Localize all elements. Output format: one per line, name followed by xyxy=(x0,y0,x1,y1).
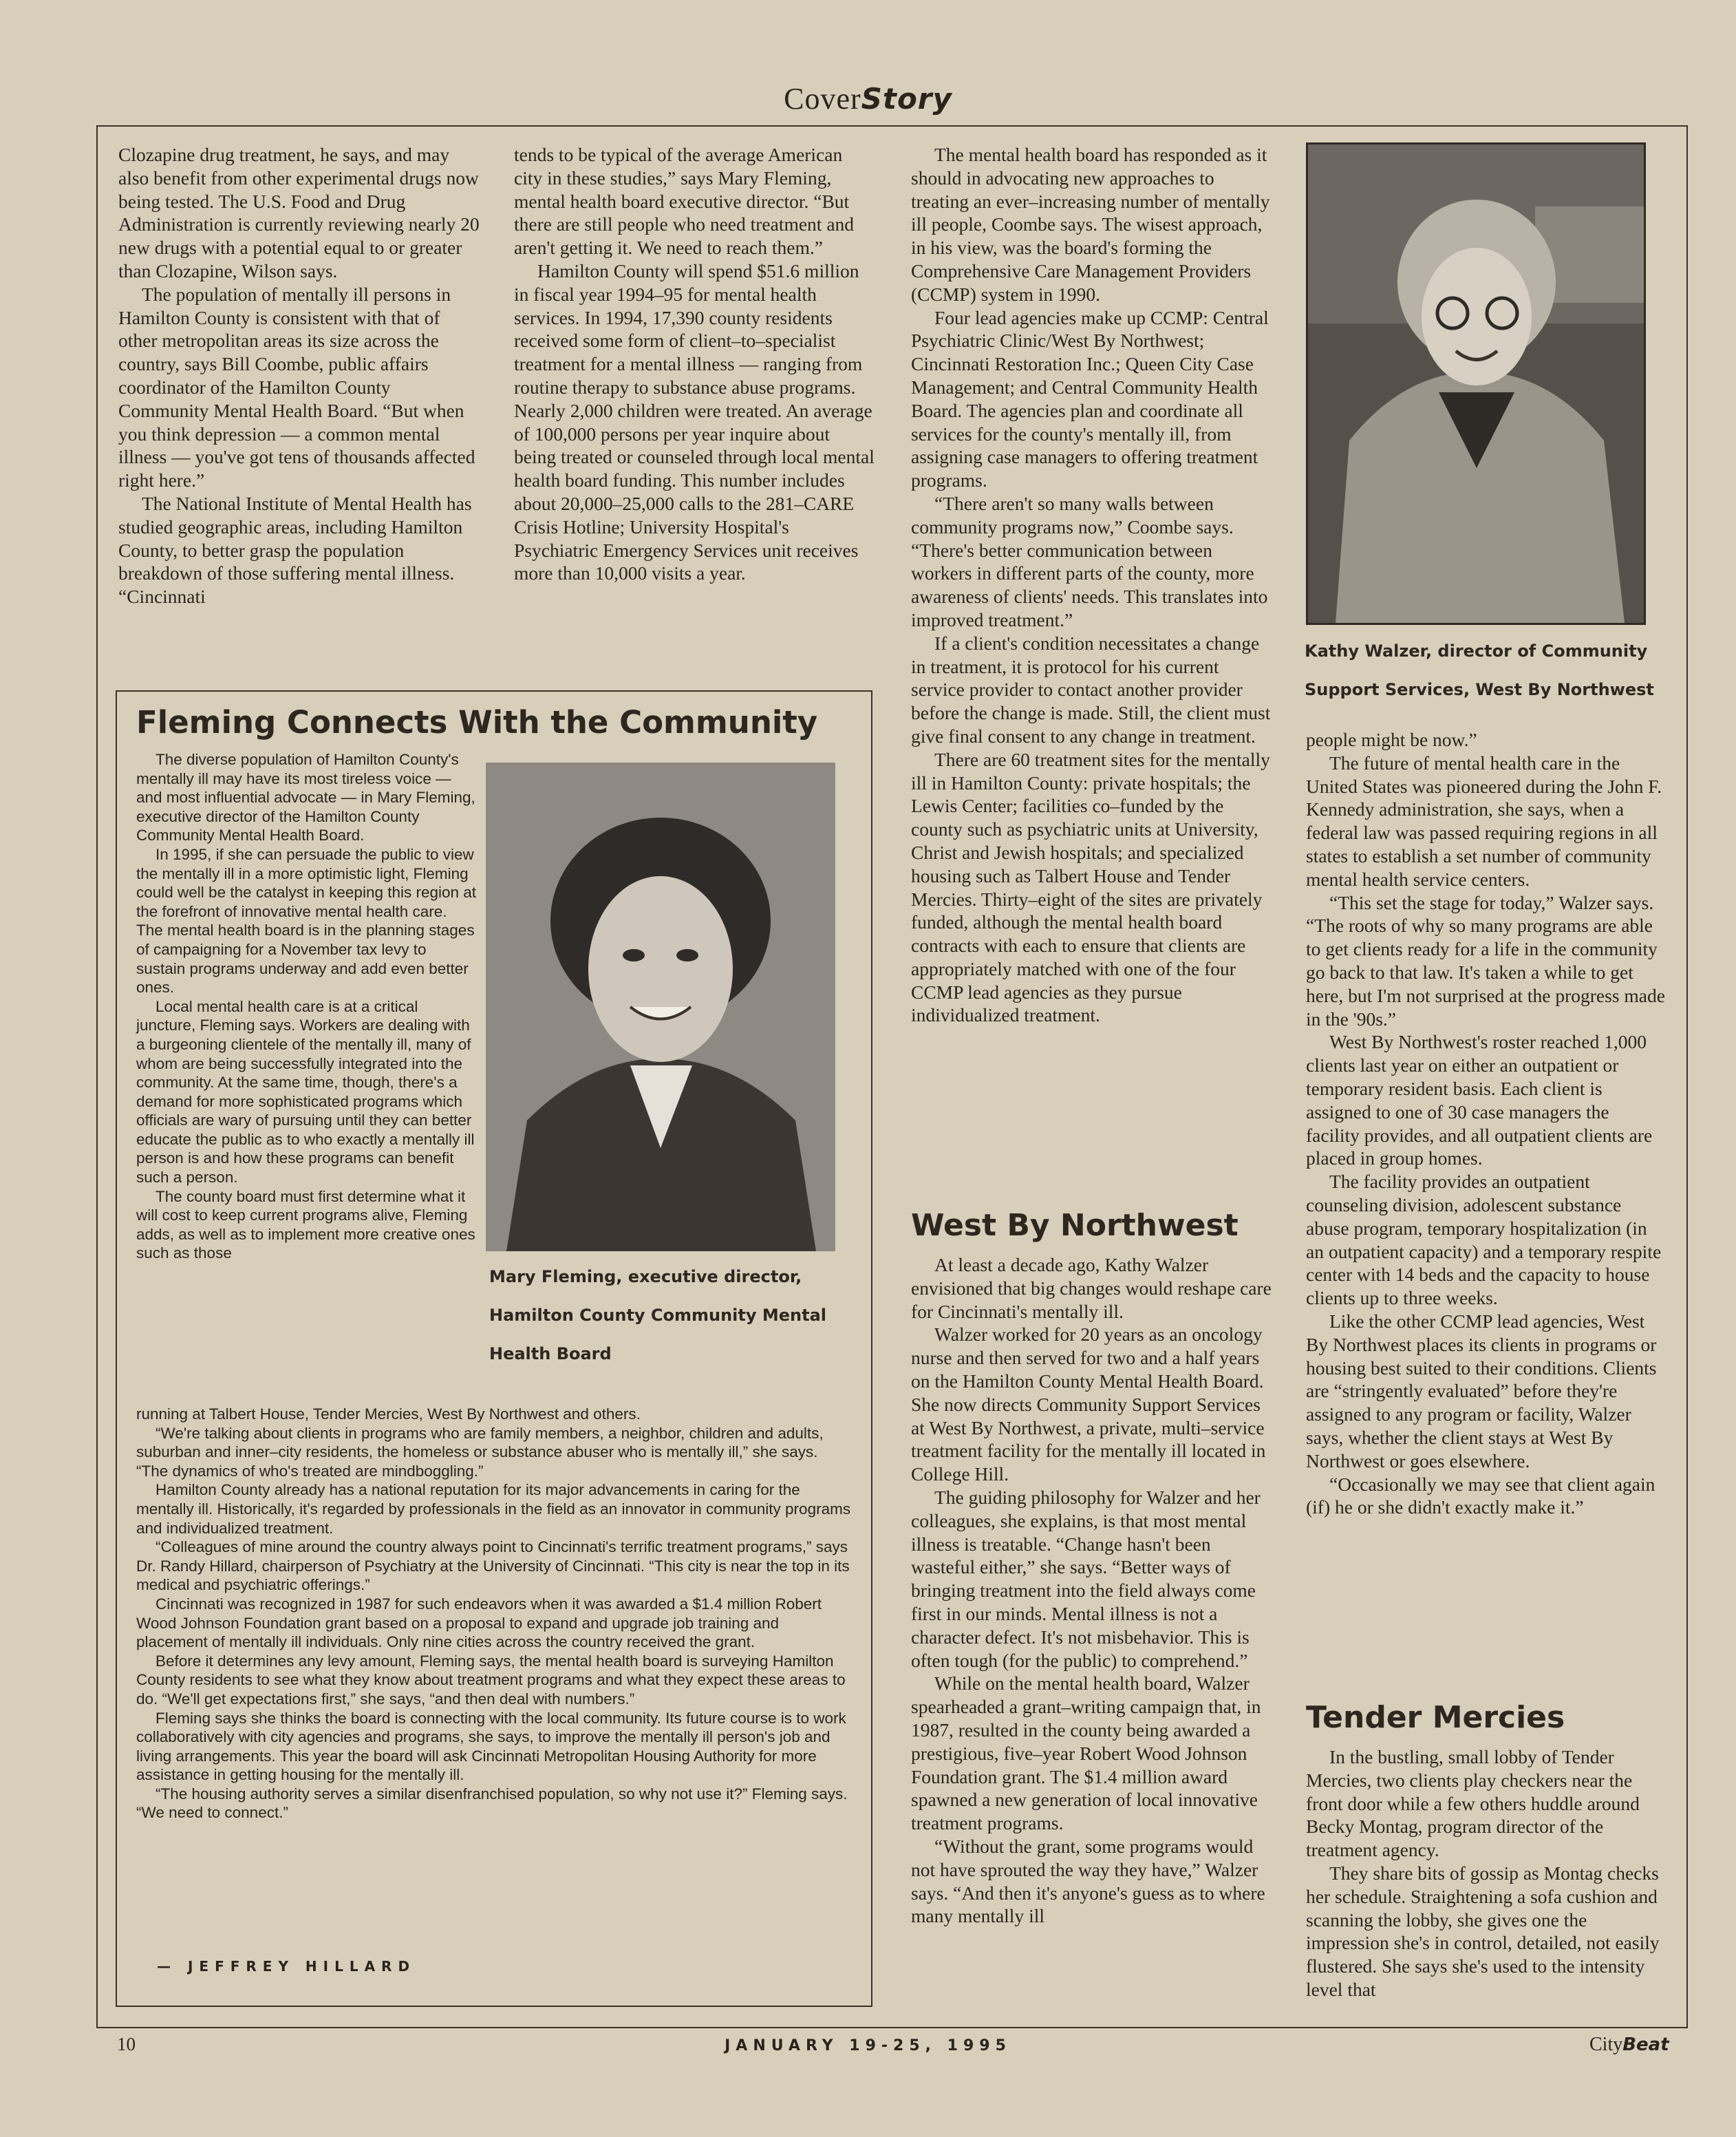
col4-paragraph: “Occasionally we may see that client again (if) he or she didn't exactly make it.” xyxy=(1306,1473,1655,1518)
col1-paragraph: The National Institute of Mental Health has studied geographic areas, including Hamilton County, to better grasp the population breakdown of those suffering mental illness. “Cincinnati xyxy=(118,492,472,608)
col3-paragraph: Four lead agencies make up CCMP: Central Psychiatric Clinic/West By Northwest; Cincinnati Restoration Inc.; Queen City Case Management; and Central Community Health Board. The agencies plan and coordinate all services for the county's mentally ill, from assigning case managers to offering treatment programs. xyxy=(911,306,1269,491)
sidebar-paragraph: Fleming says she thinks the board is connecting with the local community. Its future course is to work collaboratively with city agencies and programs, she says, to improve the mentally ill person's job and living arrangements. This year the board will ask Cincinnati Metropolitan Housing Authority for more assistance in getting housing for the mentally ill. xyxy=(136,1709,846,1784)
sidebar-paragraph: “Colleagues of mine around the country always point to Cincinnati's terrific treatment programs,” says Dr. Randy Hillard, chairperson of Psychiatry at the University of Cincinnati. “This city is near the top in its medical and psychiatric offerings.” xyxy=(136,1538,850,1594)
publication-prefix: City xyxy=(1589,2034,1623,2055)
sidebar-text-narrow xyxy=(136,750,477,1263)
walzer-photo-caption xyxy=(1305,632,1662,709)
sidebar-paragraph: The county board must first determine what it will cost to keep current programs alive, Fleming adds, as well as to implement more creative ones such as those xyxy=(136,1187,475,1262)
publication-name xyxy=(1589,2034,1669,2056)
fleming-caption-line: Hamilton County Community Mental xyxy=(489,1306,827,1325)
subhead-tender-mercies: Tender Mercies xyxy=(1306,1700,1565,1735)
sidebar-paragraph: In 1995, if she can persuade the public to view the mentally ill in a more optimistic light, Fleming could well be the catalyst in keeping this region at the forefront of innovative mental health care. The mental health board is in the planning stages of campaigning for a November tax levy to sustain programs underway and add even better ones. xyxy=(136,845,477,997)
col3-paragraph: If a client's condition necessitates a change in treatment, it is protocol for his current service provider to contact another provider before the change is made. Still, the client must give final consent to any change in treatment. xyxy=(911,632,1271,747)
page-number: 10 xyxy=(117,2034,136,2054)
sidebar-paragraph: Hamilton County already has a national reputation for its major advancements in caring for the mentally ill. Historically, it's regarded by professionals in the field as an innovator in community programs and individualized treatment. xyxy=(136,1481,851,1537)
portrait-illustration xyxy=(1308,145,1644,623)
col2-paragraph: Hamilton County will spend $51.6 million in fiscal year 1994–95 for mental health services. In 1994, 17,390 county residents received some form of client–to–specialist treatment for a mental illness — ranging from routine therapy to substance abuse programs. Nearly 2,000 children were treated. An average of 100,000 persons per year inquire about being treated or counseled through local mental health board funding. This number includes about 20,000–25,000 calls to the 281–CARE Crisis Hotline; University Hospital's Psychiatric Emergency Services unit receives more than 10,000 visits a year. xyxy=(514,259,875,584)
section-header-prefix: Cover xyxy=(784,82,861,116)
sidebar-paragraph: Cincinnati was recognized in 1987 for such endeavors when it was awarded a $1.4 million Robert Wood Johnson Foundation grant based on a proposal to expand and upgrade job training and placement of mentally ill individuals. Only nine cities across the country received the grant. xyxy=(136,1595,822,1651)
col4-paragraph: “This set the stage for today,” Walzer says. “The roots of why so many programs are able to get clients ready for a life in the community go back to that law. It's taken a while to get here, but I'm not surprised at the progress made in the '90s.” xyxy=(1306,891,1665,1030)
col3-paragraph: Walzer worked for 20 years as an oncology nurse and then served for two and a half years on the Hamilton County Mental Health Board. She now directs Community Support Services at West By Northwest, a private, multi–service treatment facility for the mentally ill located in College Hill. xyxy=(911,1323,1266,1485)
col4-paragraph: They share bits of gossip as Montag checks her schedule. Straightening a sofa cushion and scanning the lobby, she gives one the impression she's in control, detailed, not easily flustered. She says she's used to the intensity level that xyxy=(1306,1862,1660,2000)
col3-paragraph: The guiding philosophy for Walzer and her colleagues, she explains, is that most mental illness is treatable. “Change hasn't been wasteful either,” she says. “Better ways of bringing treatment into the field always come first in our minds. Mental illness is not a character defect. It's not misbehavior. This is often tough (for the public) to comprehend.” xyxy=(911,1486,1261,1671)
column-3 xyxy=(911,143,1272,1027)
col3-paragraph: “Without the grant, some programs would not have sprouted the way they have,” Walzer says. “And then it's anyone's guess as to where many mentally ill xyxy=(911,1835,1265,1927)
sidebar-text-wide xyxy=(136,1405,852,1822)
column-4-lower xyxy=(1306,1700,1667,2001)
col3-paragraph: At least a decade ago, Kathy Walzer envisioned that big changes would reshape care for Cincinnati's mentally ill. xyxy=(911,1254,1272,1322)
col3-paragraph: The mental health board has responded as it should in advocating new approaches to treating an ever–increasing number of mentally ill people, Coombe says. The wisest approach, in his view, was the board's forming the Comprehensive Care Management Providers (CCMP) system in 1990. xyxy=(911,144,1270,305)
col2-paragraph: tends to be typical of the average American city in these studies,” says Mary Fleming, mental health board executive director. “But there are still people who need treatment and aren't getting it. We need to reach them.” xyxy=(514,144,855,259)
col4-paragraph: people might be now.” xyxy=(1306,729,1477,750)
portrait-illustration xyxy=(486,763,835,1251)
fleming-photo-caption xyxy=(489,1257,847,1373)
fleming-caption-line: Mary Fleming, executive director, xyxy=(489,1267,802,1286)
walzer-caption-line: Support Services, West By Northwest xyxy=(1305,680,1654,699)
column-4 xyxy=(1306,728,1667,1519)
sidebar-paragraph: “The housing authority serves a similar disenfranchised population, so why not use it?” Fleming says. “We need to connect.” xyxy=(136,1785,848,1822)
column-3-lower xyxy=(911,1208,1272,1928)
col1-paragraph: The population of mentally ill persons in Hamilton County is consistent with that of other metropolitan areas its size across the country, says Bill Coombe, public affairs coordinator of the Hamilton County Community Mental Health Board. “But when you think depression — a common mental illness — you've got tens of thousands affected right here.” xyxy=(118,283,475,491)
subhead-west-by-northwest: West By Northwest xyxy=(911,1208,1239,1243)
col3-paragraph: While on the mental health board, Walzer spearheaded a grant–writing campaign that, in 1987, resulted in the county being awarded a prestigious, five–year Robert Wood Johnson Foundation grant. The $1.4 million award spawned a new generation of local innovative treatment programs. xyxy=(911,1672,1261,1834)
section-header xyxy=(0,81,1736,116)
sidebar-paragraph: running at Talbert House, Tender Mercies, West By Northwest and others. xyxy=(136,1405,641,1423)
sidebar-paragraph: The diverse population of Hamilton County's mentally ill may have its most tireless voice — and most influential advocate — in Mary Fleming, executive director of the Hamilton County Community Mental Health Board. xyxy=(136,751,475,844)
sidebar-box xyxy=(116,690,872,2007)
col4-paragraph: West By Northwest's roster reached 1,000 clients last year on either an outpatient or temporary resident basis. Each client is assigned to one of 30 case managers the facility provides, and all outpatient clients are placed in group homes. xyxy=(1306,1031,1653,1169)
section-header-suffix: Story xyxy=(861,82,952,116)
publication-suffix: Beat xyxy=(1622,2034,1669,2055)
col4-paragraph: In the bustling, small lobby of Tender Mercies, two clients play checkers near the front door while a few others huddle around Becky Montag, program director of the treatment agency. xyxy=(1306,1746,1640,1861)
sidebar-paragraph: “We're talking about clients in programs who are family members, a neighbor, children and adults, suburban and inner–city residents, the homeless or substance abuser who is mentally ill,” she says. “The dynamics of who's treated are mindboggling.” xyxy=(136,1424,824,1480)
col3-paragraph: There are 60 treatment sites for the mentally ill in Hamilton County: private hospitals; the Lewis Center; facilities co–funded by the county such as psychiatric units at University, Christ and Jewish hospitals; and specialized housing such as Talbert House and Tender Mercies. Thirty–eight of the sites are privately funded, although the mental health board contracts with each to ensure that clients are appropriately matched with one of the four CCMP lead agencies as they pursue individualized treatment. xyxy=(911,748,1270,1026)
col3-paragraph: “There aren't so many walls between community programs now,” Coombe says. “There's better communication between workers in different parts of the county, more awareness of clients' needs. This translates into improved treatment.” xyxy=(911,492,1268,630)
column-1 xyxy=(118,143,480,608)
col4-paragraph: Like the other CCMP lead agencies, West By Northwest places its clients in programs or housing best suited to their conditions. Clients are “stringently evaluated” before they're assigned to any program or facility, Walzer says, whether the client stays at West By Northwest or goes elsewhere. xyxy=(1306,1310,1657,1471)
kathy-walzer-photo xyxy=(1306,142,1646,625)
issue-date: JANUARY 19-25, 1995 xyxy=(725,2037,1011,2054)
sidebar-paragraph: Before it determines any levy amount, Fleming says, the mental health board is surveying Hamilton County residents to see what they know about treatment programs and what they expect these areas to do. “We'll get expectations first,” she says, “and then deal with numbers.” xyxy=(136,1652,846,1708)
sidebar-byline: — JEFFREY HILLARD xyxy=(157,1958,416,1975)
col1-paragraph: Clozapine drug treatment, he says, and may also benefit from other experimental drugs now being tested. The U.S. Food and Drug Administration is currently reviewing nearly 20 new drugs with a potential equal to or greater than Clozapine, Wilson says. xyxy=(118,144,480,281)
column-2 xyxy=(514,143,875,585)
sidebar-title: Fleming Connects With the Community xyxy=(136,704,818,741)
walzer-caption-line: Kathy Walzer, director of Community xyxy=(1305,641,1648,661)
col4-paragraph: The facility provides an outpatient counseling division, adolescent substance abuse program, temporary hospitalization (in an outpatient capacity) and a temporary respite center with 14 beds and the capacity to house clients up to three weeks. xyxy=(1306,1171,1662,1309)
mary-fleming-photo xyxy=(486,763,835,1251)
col4-paragraph: The future of mental health care in the United States was pioneered during the John F. Kennedy administration, she says, when a federal law was passed requiring regions in all states to establish a set number of community mental health service centers. xyxy=(1306,752,1662,890)
sidebar-paragraph: Local mental health care is at a critical juncture, Fleming says. Workers are dealing with a burgeoning clientele of the mentally ill, many of whom are being successfully integrated into the community. At the same time, though, there's a demand for more sophisticated programs which officials are wary of pursuing until they can better educate the public as to who exactly a mentally ill person is and how these programs can benefit such a person. xyxy=(136,997,475,1187)
fleming-caption-line: Health Board xyxy=(489,1344,612,1363)
